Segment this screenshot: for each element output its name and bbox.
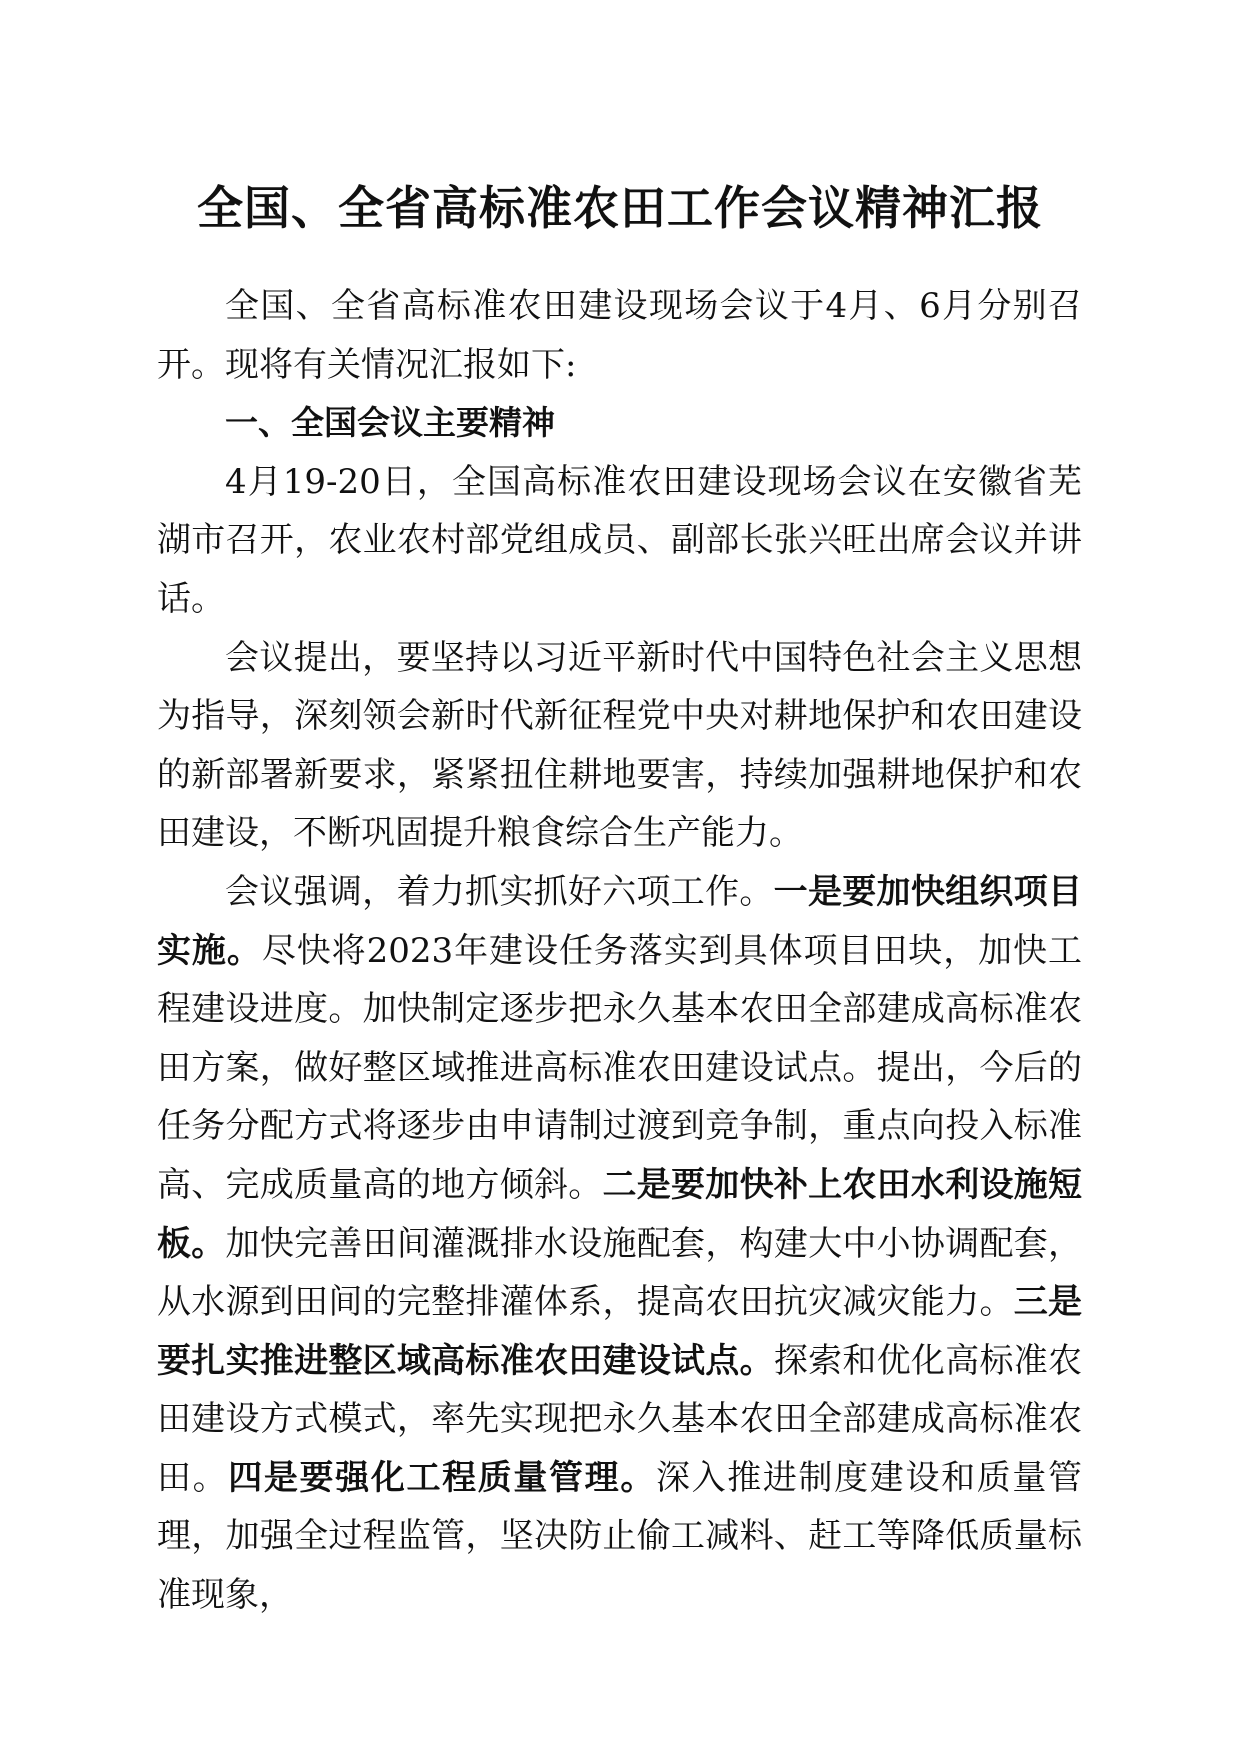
item-three-text: 探索和优化高标准农田建设方式模式，率先实现把永久基本农田全部建成高标准农田。	[157, 1340, 1083, 1498]
emphasis-paragraph	[157, 863, 1082, 1625]
emphasis-lead: 会议强调，着力抓实抓好六项工作。	[225, 871, 774, 912]
document-body	[157, 277, 1082, 1625]
item-four-text: 深入推进制度建设和质量管理，加强全过程监管，坚决防止偷工减料、赶工等降低质量标准现象，	[157, 1457, 1083, 1616]
intro-paragraph: 全国、全省高标准农田建设现场会议于4月、6月分别召开。现将有关情况汇报如下:	[157, 286, 1082, 385]
item-two-text: 加快完善田间灌溉排水设施配套，构建大中小协调配套，从水源到田间的完整排灌体系，提高农田抗灾减灾能力。	[157, 1223, 1083, 1323]
item-one-heading: 一是要加快组织项目实施。	[157, 871, 1083, 971]
item-one-text: 尽快将2023年建设任务落实到具体项目田块，加快工程建设进度。加快制定逐步把永久基本农田全部建成高标准农田方案，做好整区域推进高标准农田建设试点。提出，今后的任务分配方式将逐步由申请制过渡到竞争制，重点向投入标准高、完成质量高的地方倾斜。	[157, 930, 1082, 1205]
document-title: 全国、全省高标准农田工作会议精神汇报	[197, 181, 1043, 235]
proposal-paragraph: 会议提出，要坚持以习近平新时代中国特色社会主义思想为指导，深刻领会新时代新征程党中央对耕地保护和农田建设的新部署新要求，紧紧扭住耕地要害，持续加强耕地保护和农田建设，不断巩固提升粮食综合生产能力。	[157, 637, 1082, 854]
meeting-paragraph: 4月19-20日，全国高标准农田建设现场会议在安徽省芜湖市召开，农业农村部党组成员、副部长张兴旺出席会议并讲话。	[157, 461, 1082, 619]
section-heading: 一、全国会议主要精神	[225, 403, 555, 443]
item-two-heading: 二是要加快补上农田水利设施短板。	[157, 1164, 1082, 1264]
item-four-heading: 四是要强化工程质量管理。	[228, 1457, 656, 1498]
item-three-heading: 三是要扎实推进整区域高标准农田建设试点。	[157, 1282, 1083, 1381]
